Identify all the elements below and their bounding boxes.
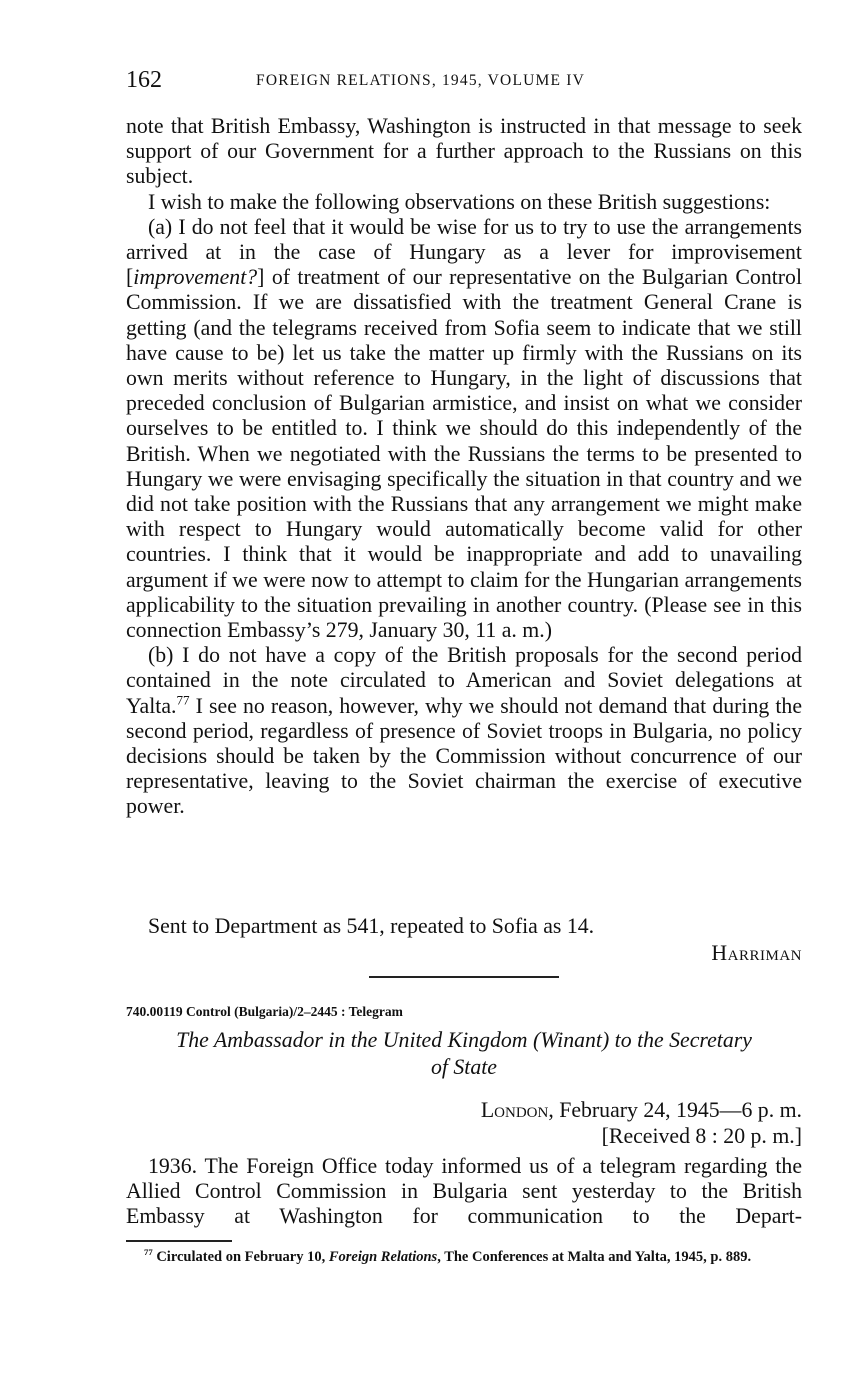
point-b-text-2: I see no reason, however, why we should not demand that during the second period, regardless of presence of Soviet troops in Bulgaria, no policy decisions should be taken by the Commission without concurrence of our representative, leaving to the Soviet chairman the exercise of executive power. xyxy=(126,693,802,819)
point-b-paragraph xyxy=(126,643,802,819)
signature: Harriman xyxy=(711,941,802,965)
point-a-text-1: I do not feel that it would be wise for us to try to use the arrangements arrived at in the case of Hungary as a lever for improvisement xyxy=(126,214,802,265)
point-a-paragraph xyxy=(126,215,802,643)
point-b-text-1: I do not have a copy of the British proposals for the second period contained in the note circulated to American and Soviet delegations at Yalta. xyxy=(126,643,802,718)
footnote-text-2: , The Conferences at Malta and Yalta, 1945, p. 889. xyxy=(437,1249,752,1265)
observations-paragraph: I wish to make the following observations on these British suggestions: xyxy=(148,189,771,214)
footnote-italic-title: Foreign Relations xyxy=(328,1249,438,1265)
sent-line: Sent to Department as 541, repeated to Sofia as 14. xyxy=(148,914,595,938)
bracket-close: ] xyxy=(257,265,265,290)
section-divider xyxy=(369,976,559,978)
continuation-paragraph: note that British Embassy, Washington is instructed in that message to seek support of our Government for a further approach to the Russians on this subject. xyxy=(126,114,802,189)
footnote-number: 77 xyxy=(144,1247,153,1258)
point-a-text-2: of treatment of our representative on the Bulgarian Control Commission. If we are dissatisfied with the treatment General Crane is getting (and the telegrams received from Sofia seem to indicate that we still have cause to be) let us take the matter up firmly with the Russians on its own merits without reference to Hungary, in the light of discussions that preceded conclusion of Bulgarian armistice, and insist on what we consider ourselves to be entitled to. I think we should do this independently of the British. When we negotiated with the Russians the terms to be presented to Hungary we were envisaging specifically the situation in that country and we did not take position with the Russians that any arrangement we might make with respect to Hungary would automatically become valid for other countries. I think that it would be inappropriate and add to unavailing argument if we were now to attempt to claim for the Hungarian arrangements applicability to the situation prevailing in another country. (Please see in this connection Embassy’s 279, January 30, 11 a. m.) xyxy=(126,265,802,643)
file-reference: 740.00119 Control (Bulgaria)/2–2445 : Telegram xyxy=(126,1004,403,1019)
letter-body xyxy=(126,114,802,820)
running-title: FOREIGN RELATIONS, 1945, VOLUME IV xyxy=(256,72,585,89)
dateline-date: , February 24, 1945—6 p. m. xyxy=(548,1098,802,1122)
footnote-reference[interactable]: 77 xyxy=(176,692,190,708)
editorial-correction: improvement? xyxy=(133,265,258,290)
document-title xyxy=(126,1027,802,1081)
page-header xyxy=(126,66,802,96)
footnote xyxy=(126,1248,802,1266)
received-line: [Received 8 : 20 p. m.] xyxy=(601,1124,802,1148)
point-b-label: (b) xyxy=(148,643,174,668)
document-title-line-1: The Ambassador in the United Kingdom (Winant) to the Secretary xyxy=(176,1028,752,1052)
footnote-text-1: Circulated on February 10, xyxy=(152,1249,329,1265)
point-a-label: (a) xyxy=(148,214,173,239)
dateline xyxy=(126,1098,802,1123)
dateline-place: London xyxy=(480,1098,549,1122)
document-title-line-2: of State xyxy=(431,1055,497,1079)
page-number: 162 xyxy=(126,67,162,93)
bracket-open: [ xyxy=(126,265,134,290)
telegram-paragraph: 1936. The Foreign Office today informed us of a telegram regarding the Allied Control Commission in Bulgaria sent yesterday to the British Embassy at Washington for communication to the Depart- xyxy=(126,1154,802,1229)
footnote-divider xyxy=(126,1240,232,1242)
